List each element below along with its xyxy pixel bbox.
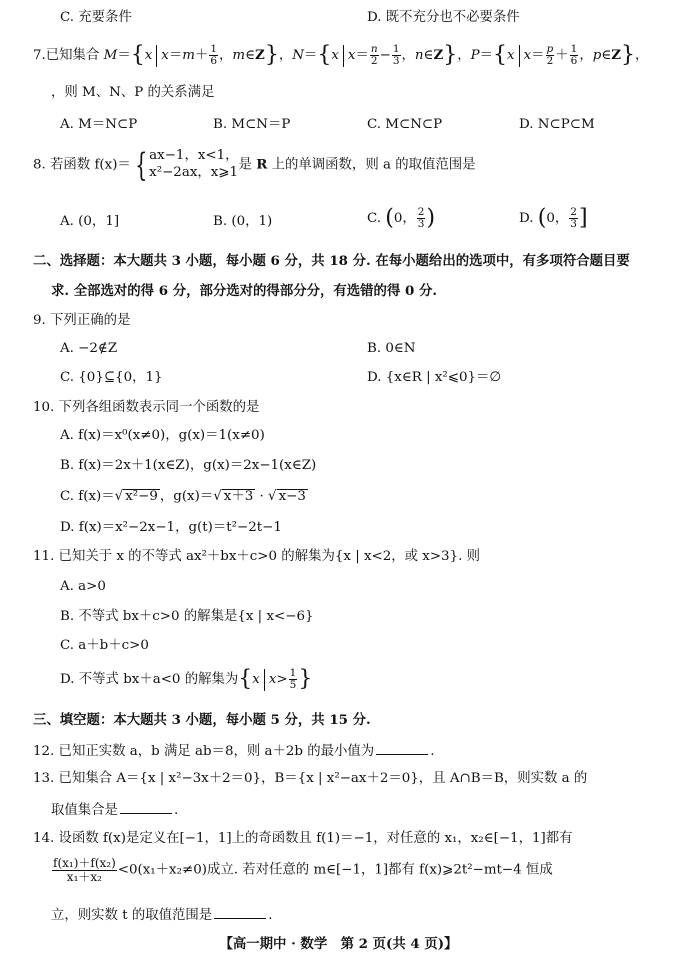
q8-option-a: A. (0，1] [60,214,120,229]
q10-option-c: C. f(x)＝√ x²−9 ，g(x)＝√ x＋3 · √ x−3 [60,489,306,504]
q13-answer-blank[interactable] [120,801,172,814]
q11-option-d: D. 不等式 bx＋a<0 的解集为{x x> $\frac{1}{5}$ } [60,666,313,692]
page-footer: 【高一期中 · 数学 第 2 页(共 4 页)】 [219,936,458,952]
q7-option-a: A. M＝N⊂P [60,117,138,132]
q7-option-d: D. N⊂P⊂M [519,117,595,132]
q9-option-a: A. −2∉Z [60,341,118,356]
q8-case-2: x²−2ax，x⩾1 [149,164,239,180]
q9-option-d: D. {x∈R | x²⩽0}＝∅ [367,370,502,385]
section-3-heading: 三、填空题：本大题共 3 小题，每小题 5 分，共 15 分. [33,712,371,728]
q7-stem: 7.已知集合 M＝{x x＝m＋ $\frac{1}{6}$ ，m∈Z}，N＝{x x＝ $\frac{n}{2}$ − $\frac{1}{3}$ ，n∈Z}，P＝{x x＝ $\frac{p}{2}$ ＋ $\frac{1}{6}$ ，p∈Z}， [33,42,649,68]
q8-case-1: ax−1，x<1， [149,148,239,163]
q14-stem: 14. 设函数 f(x)是定义在[−1，1]上的奇函数且 f(1)＝−1，对任意的 x₁，x₂∈[−1，1]都有 [33,831,573,846]
q10-option-d: D. f(x)＝x²−2x−1，g(t)＝t²−2t−1 [60,520,282,535]
q9-option-c: C. {0}⊆{0，1} [60,370,163,385]
q8-option-d: D. (0， $\frac{2}{3}$ ] [519,205,588,231]
q11-stem: 11. 已知关于 x 的不等式 ax²＋bx＋c>0 的解集为{x | x<2，或 x>3}. 则 [33,549,481,564]
q7-option-b: B. M⊂N＝P [213,117,291,132]
q14-answer-blank[interactable] [214,906,266,919]
q8-option-c: C. (0， $\frac{2}{3}$ ) [367,205,436,231]
q10-stem: 10. 下列各组函数表示同一个函数的是 [33,400,260,415]
q8-stem: 8. 若函数 f(x)＝ { ax−1，x<1， x²−2ax，x⩾1 是 R 上的单调函数，则 a 的取值范围是 [33,145,476,184]
q7-option-c: C. M⊂N⊂P [367,117,443,132]
q6-option-d: D. 既不充分也不必要条件 [367,10,520,25]
q13-stem-cont: 取值集合是 . [51,803,179,818]
q12-stem: 12. 已知正实数 a，b 满足 ab＝8，则 a＋2b 的最小值为 . [33,744,435,759]
q13-stem: 13. 已知集合 A＝{x | x²−3x＋2＝0}，B＝{x | x²−ax＋2＝0}，且 A∩B＝B，则实数 a 的 [33,771,588,786]
q6-option-c: C. 充要条件 [60,10,132,25]
q12-answer-blank[interactable] [376,742,428,755]
section-2-heading-cont: 求. 全部选对的得 6 分，部分选对的得部分分，有选错的得 0 分. [51,283,438,299]
q10-option-b: B. f(x)＝2x＋1(x∈Z)，g(x)＝2x−1(x∈Z) [60,458,317,473]
q11-option-b: B. 不等式 bx＋c>0 的解集是{x | x<−6} [60,609,314,624]
q10-option-a: A. f(x)＝x⁰(x≠0)，g(x)＝1(x≠0) [60,428,265,443]
q9-option-b: B. 0∈N [367,341,416,356]
q11-option-a: A. a>0 [60,579,106,594]
q11-option-c: C. a＋b＋c>0 [60,638,149,653]
q8-option-b: B. (0，1) [213,214,273,229]
q14-stem-cont: $\frac{\text{f(x₁)＋f(x₂)}}{\text{x₁＋x₂}}$ <0(x₁＋x₂≠0)成立. 若对任意的 m∈[−1，1]都有 f(x)⩾2t²−mt−4 恒成 [53,856,553,884]
q14-stem-cont-2: 立，则实数 t 的取值范围是 . [51,908,273,923]
q7-stem-tail: ，则 M、N、P 的关系满足 [51,85,215,100]
section-2-heading: 二、选择题：本大题共 3 小题，每小题 6 分，共 18 分. 在每小题给出的选项中，有多项符合题目要 [33,253,630,269]
q9-stem: 9. 下列正确的是 [33,313,131,328]
